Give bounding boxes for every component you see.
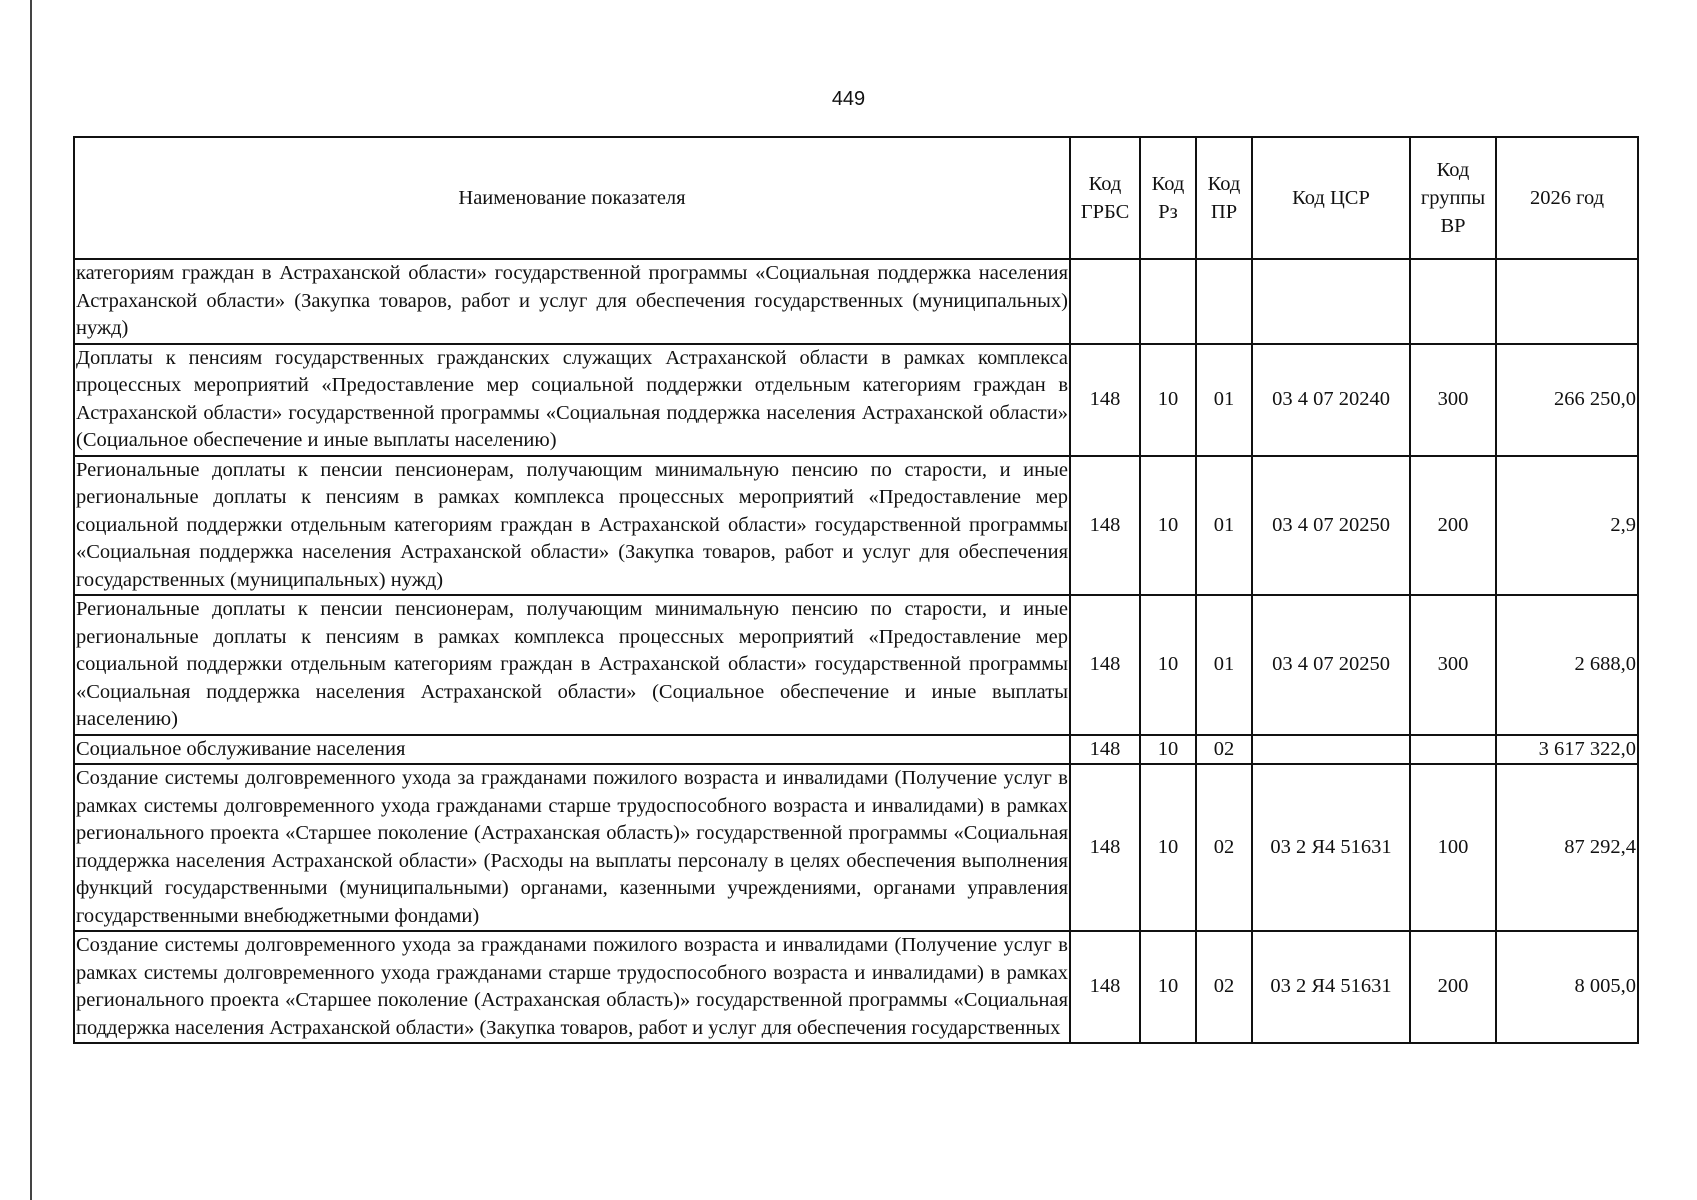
row-rz: 10 bbox=[1140, 344, 1196, 456]
row-grbs: 148 bbox=[1070, 595, 1140, 735]
row-name: Создание системы долговременного ухода за гражданами пожилого возраста и инвалидами (Получение услуг в рамках системы долговременного ухода гражданами старше трудоспособного возраста и инвалидами) в рамках регионального проекта «Старшее поколение (Астраханская область)» государственной программы «Социальная поддержка населения Астраханской области» (Расходы на выплаты персоналу в целях обеспечения выполнения функций государственными (муниципальными) органами, казенными учреждениями, органами управления государственными внебюджетными фондами) bbox=[74, 764, 1070, 931]
row-csr: 03 2 Я4 51631 bbox=[1252, 931, 1410, 1043]
row-rz bbox=[1140, 259, 1196, 344]
table-row bbox=[74, 735, 1638, 765]
row-amount: 2,9 bbox=[1496, 456, 1638, 596]
row-pr: 02 bbox=[1196, 764, 1252, 931]
header-vr: Код группы ВР bbox=[1410, 137, 1496, 259]
header-pr: Код ПР bbox=[1196, 137, 1252, 259]
row-rz: 10 bbox=[1140, 764, 1196, 931]
row-grbs: 148 bbox=[1070, 764, 1140, 931]
table-row bbox=[74, 456, 1638, 596]
row-name: Региональные доплаты к пенсии пенсионерам, получающим минимальную пенсию по старости, и иные региональные доплаты к пенсиям в рамках комплекса процессных мероприятий «Предоставление мер социальной поддержки отдельным категориям граждан в Астраханской области» государственной программы «Социальная поддержка населения Астраханской области» (Закупка товаров, работ и услуг для обеспечения государственных (муниципальных) нужд) bbox=[74, 456, 1070, 596]
row-grbs bbox=[1070, 259, 1140, 344]
row-rz: 10 bbox=[1140, 931, 1196, 1043]
row-csr bbox=[1252, 735, 1410, 765]
row-vr: 300 bbox=[1410, 344, 1496, 456]
row-pr bbox=[1196, 259, 1252, 344]
header-name: Наименование показателя bbox=[74, 137, 1070, 259]
header-csr: Код ЦСР bbox=[1252, 137, 1410, 259]
header-rz: Код Рз bbox=[1140, 137, 1196, 259]
row-csr: 03 4 07 20250 bbox=[1252, 456, 1410, 596]
row-grbs: 148 bbox=[1070, 456, 1140, 596]
row-grbs: 148 bbox=[1070, 931, 1140, 1043]
row-vr: 200 bbox=[1410, 931, 1496, 1043]
row-amount: 87 292,4 bbox=[1496, 764, 1638, 931]
row-pr: 01 bbox=[1196, 456, 1252, 596]
row-csr: 03 4 07 20240 bbox=[1252, 344, 1410, 456]
table-header-row bbox=[74, 137, 1638, 259]
row-grbs: 148 bbox=[1070, 735, 1140, 765]
row-amount: 2 688,0 bbox=[1496, 595, 1638, 735]
row-rz: 10 bbox=[1140, 456, 1196, 596]
row-grbs: 148 bbox=[1070, 344, 1140, 456]
row-pr: 02 bbox=[1196, 735, 1252, 765]
row-vr bbox=[1410, 259, 1496, 344]
row-vr: 200 bbox=[1410, 456, 1496, 596]
row-amount: 266 250,0 bbox=[1496, 344, 1638, 456]
row-name: Региональные доплаты к пенсии пенсионерам, получающим минимальную пенсию по старости, и иные региональные доплаты к пенсиям в рамках комплекса процессных мероприятий «Предоставление мер социальной поддержки отдельным категориям граждан в Астраханской области» государственной программы «Социальная поддержка населения Астраханской области» (Социальное обеспечение и иные выплаты населению) bbox=[74, 595, 1070, 735]
table-row bbox=[74, 931, 1638, 1043]
row-csr: 03 2 Я4 51631 bbox=[1252, 764, 1410, 931]
header-year: 2026 год bbox=[1496, 137, 1638, 259]
row-pr: 02 bbox=[1196, 931, 1252, 1043]
row-amount bbox=[1496, 259, 1638, 344]
row-amount: 8 005,0 bbox=[1496, 931, 1638, 1043]
page-number: 449 bbox=[831, 88, 866, 110]
row-name: категориям граждан в Астраханской области» государственной программы «Социальная поддержка населения Астраханской области» (Закупка товаров, работ и услуг для обеспечения государственных (муниципальных) нужд) bbox=[74, 259, 1070, 344]
table-row bbox=[74, 344, 1638, 456]
table-row bbox=[74, 764, 1638, 931]
row-pr: 01 bbox=[1196, 595, 1252, 735]
row-vr: 100 bbox=[1410, 764, 1496, 931]
row-amount: 3 617 322,0 bbox=[1496, 735, 1638, 765]
row-csr: 03 4 07 20250 bbox=[1252, 595, 1410, 735]
row-pr: 01 bbox=[1196, 344, 1252, 456]
header-grbs: Код ГРБС bbox=[1070, 137, 1140, 259]
row-rz: 10 bbox=[1140, 595, 1196, 735]
table-row bbox=[74, 595, 1638, 735]
table-row bbox=[74, 259, 1638, 344]
page-binding-line bbox=[30, 0, 32, 1200]
row-vr bbox=[1410, 735, 1496, 765]
row-vr: 300 bbox=[1410, 595, 1496, 735]
row-rz: 10 bbox=[1140, 735, 1196, 765]
row-csr bbox=[1252, 259, 1410, 344]
row-name: Доплаты к пенсиям государственных гражданских служащих Астраханской области в рамках комплекса процессных мероприятий «Предоставление мер социальной поддержки отдельным категориям граждан в Астраханской области» государственной программы «Социальная поддержка населения Астраханской области» (Социальное обеспечение и иные выплаты населению) bbox=[74, 344, 1070, 456]
row-name: Социальное обслуживание населения bbox=[74, 735, 1070, 765]
budget-table bbox=[73, 136, 1639, 1044]
row-name: Создание системы долговременного ухода за гражданами пожилого возраста и инвалидами (Получение услуг в рамках системы долговременного ухода гражданами старше трудоспособного возраста и инвалидами) в рамках регионального проекта «Старшее поколение (Астраханская область)» государственной программы «Социальная поддержка населения Астраханской области» (Закупка товаров, работ и услуг для обеспечения государственных bbox=[74, 931, 1070, 1043]
